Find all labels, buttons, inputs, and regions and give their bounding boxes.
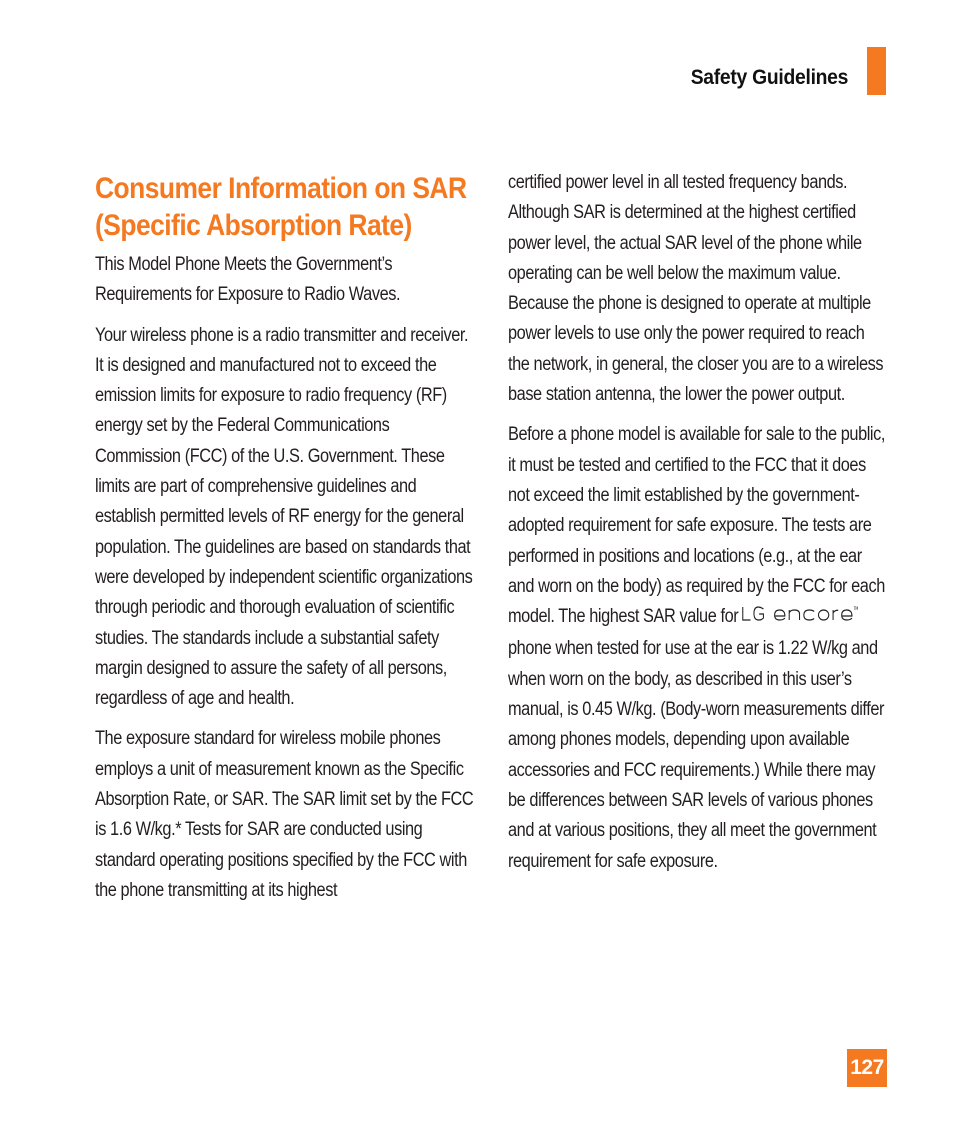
fcc-testing-text-start: Before a phone model is available for sale to the public, it must be tested and certified to the FCC that it does not exceed the limit established by the government-adopted requirement for safe exposure. The tests are performed in positions and locations (e.g., at the ear and worn on the body) as required by the FCC for each model. The highest SAR value for (508, 424, 885, 628)
page-number: 127 (847, 1049, 887, 1087)
section-header: Safety Guidelines (690, 66, 848, 89)
body-paragraph-power-level: certified power level in all tested frequency bands. Although SAR is determined at the highest certified power level, the actual SAR level of the phone while operating can be well below the maximum value. Because the phone is designed to operate at multiple power levels to use only the power required to reach the network, in general, the closer you are to a wireless base station antenna, the lower the power output. (508, 172, 884, 406)
body-paragraph-sar-standard: The exposure standard for wireless mobile phones employs a unit of measurement known as the Specific Absorption Rate, or SAR. The SAR limit set by the FCC is 1.6 W/kg.* Tests for SAR are conducted using standard operating positions specified by the FCC with the phone transmitting at its highest (95, 728, 474, 901)
fcc-testing-text-end: phone when tested for use at the ear is 1.22 W/kg and when worn on the body, as described in this user’s manual, is 0.45 W/kg. (Body-worn measurements differ among phones models, depending upon available accessories and FCC requirements.) While there may be differences between SAR levels of various phones and at various positions, they all meet the government requirement for safe exposure. (508, 638, 885, 872)
svg-text:TM: TM (853, 606, 858, 612)
lg-encore-logo (740, 604, 866, 634)
left-column (95, 170, 475, 916)
section-tab-marker (867, 47, 886, 95)
intro-paragraph: This Model Phone Meets the Government’s Requirements for Exposure to Radio Waves. (95, 254, 401, 306)
right-column (508, 168, 888, 887)
body-paragraph-fcc-testing (508, 420, 887, 876)
article-title: Consumer Information on SAR (Specific Absorption Rate) (95, 172, 467, 242)
body-paragraph-rf: Your wireless phone is a radio transmitter and receiver. It is designed and manufactured not to exceed the emission limits for exposure to radio frequency (RF) energy set by the Federal Communications Commission (FCC) of the U.S. Government. These limits are part of comprehensive guidelines and establish permitted levels of RF energy for the general population. The guidelines are based on standards that were developed by independent scientific organizations through periodic and thorough evaluation of scientific studies. The standards include a substantial safety margin designed to assure the safety of all persons, regardless of age and health. (95, 324, 473, 710)
